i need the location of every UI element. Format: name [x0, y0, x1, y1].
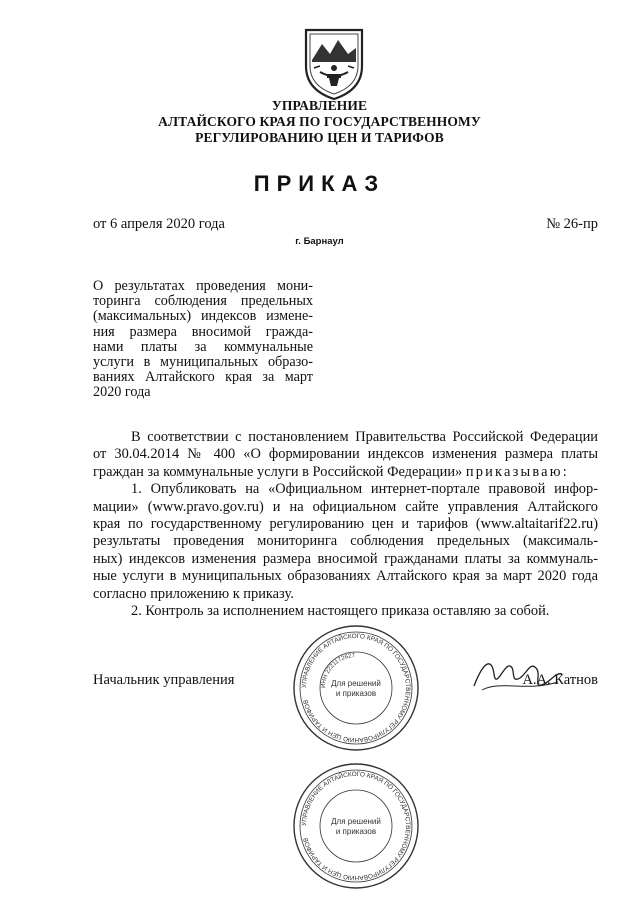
- order-body: [93, 429, 598, 620]
- item-1-line: ные услуги в муниципальных образованиях Алтайского края за март 2020 года: [93, 568, 598, 585]
- handwritten-signature-icon: [470, 650, 565, 702]
- seal-center-line-2: и приказов: [335, 827, 377, 836]
- seal-center-line-2: и приказов: [335, 689, 377, 698]
- subject-line: ния размера вносимой гражда-: [93, 323, 313, 340]
- signatory-role: Начальник управления: [93, 672, 235, 688]
- org-name-line-2: АЛТАЙСКОГО КРАЯ ПО ГОСУДАРСТВЕННОМУ: [158, 114, 481, 129]
- subject-line: ваниях Алтайского края за март: [93, 369, 313, 386]
- signatory-name: А.А. Катнов: [522, 672, 598, 688]
- item-1-line: мации» (www.pravo.gov.ru) и на официальном сайте управления Алтайского: [93, 498, 598, 515]
- official-round-seal-icon: [290, 760, 422, 892]
- preamble-line: от 30.04.2014 № 400 «О формировании индексов изменения размера платы: [93, 446, 598, 463]
- item-2: 2. Контроль за исполнением настоящего приказа оставляю за собой.: [131, 603, 550, 620]
- item-1-line: ных) индексов изменения размера вносимой гражданами платы за коммуналь-: [93, 550, 598, 567]
- preamble-text: граждан за коммунальные услуги в Российской Федерации»: [93, 463, 466, 480]
- seal-center-line-1: Для решений: [331, 817, 381, 826]
- item-1-line: 1. Опубликовать на «Официальном интернет-портале правовой инфор-: [131, 481, 598, 498]
- seal-inner-text: ИНН 2221172627: [320, 652, 356, 689]
- document-title: ПРИКАЗ: [253, 171, 386, 196]
- document-number: № 26-пр: [546, 216, 598, 232]
- seal-outer-text: УПРАВЛЕНИЕ АЛТАЙСКОГО КРАЯ ПО ГОСУДАРСТВЕННОМУ РЕГУЛИРОВАНИЮ ЦЕН И ТАРИФОВ: [300, 770, 412, 882]
- seal-center-line-1: Для решений: [331, 679, 381, 688]
- altai-krai-coat-of-arms-icon: [300, 22, 368, 102]
- official-round-seal-icon: [290, 622, 422, 754]
- item-1-line: результаты проведения мониторинга соблюдения предельных (максималь-: [93, 533, 598, 550]
- subject-line: услуги в муниципальных образо-: [93, 354, 313, 371]
- document-date: от 6 апреля 2020 года: [93, 216, 225, 232]
- preamble-line: [93, 464, 598, 481]
- document-city: г. Барнаул: [295, 236, 344, 247]
- order-subject: [93, 279, 313, 401]
- subject-line: (максимальных) индексов измене-: [93, 308, 313, 325]
- subject-line: О результатах проведения мони-: [93, 278, 313, 294]
- order-keyword: приказываю:: [465, 463, 569, 480]
- org-name-line-1: УПРАВЛЕНИЕ: [271, 98, 368, 113]
- subject-line: нами платы за коммунальные: [93, 338, 313, 355]
- org-name-line-3: РЕГУЛИРОВАНИЮ ЦЕН И ТАРИФОВ: [195, 130, 444, 145]
- seal-outer-text: УПРАВЛЕНИЕ АЛТАЙСКОГО КРАЯ ПО ГОСУДАРСТВЕННОМУ РЕГУЛИРОВАНИЮ ЦЕН И ТАРИФОВ: [300, 632, 412, 744]
- item-1-line: края по государственному регулированию цен и тарифов (www.altaitarif22.ru): [93, 516, 598, 533]
- subject-line: 2020 года: [93, 384, 151, 401]
- subject-line: торинга соблюдения предельных: [93, 293, 313, 310]
- item-1-line: согласно приложению к приказу.: [93, 585, 294, 602]
- preamble-line: В соответствии с постановлением Правительства Российской Федерации: [131, 429, 598, 445]
